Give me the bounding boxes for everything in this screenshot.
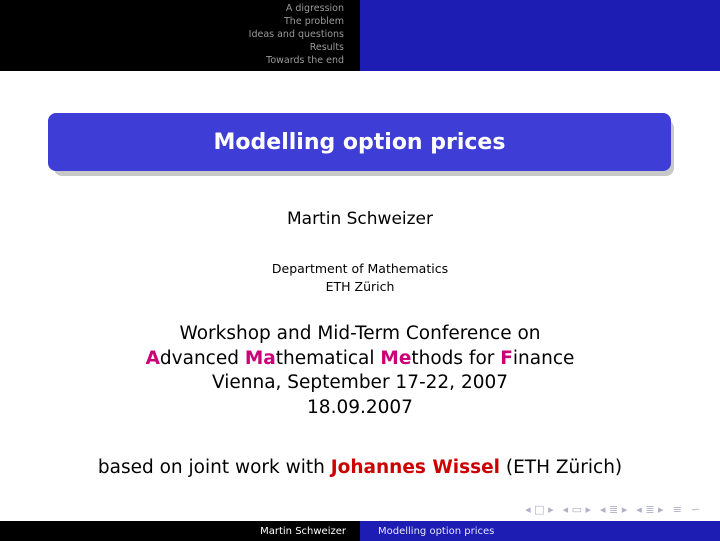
acronym-rest-ma: thematical — [275, 347, 381, 369]
slide-title: Modelling option prices — [213, 129, 506, 155]
joint-work-line — [0, 457, 720, 478]
header-left-panel — [0, 0, 360, 71]
header-right-panel — [360, 0, 720, 71]
acronym-rest-me: thods for — [411, 347, 501, 369]
acronym-rest-a: dvanced — [159, 347, 245, 369]
author-name: Martin Schweizer — [286, 209, 433, 229]
nav-prev-section-icon[interactable]: ◂ ≣ ▸ — [600, 503, 628, 516]
conference-info — [0, 322, 720, 420]
nav-item-ideas[interactable]: Ideas and questions — [248, 29, 344, 40]
acronym-letter-ma: Ma — [244, 347, 276, 369]
nav-item-digression[interactable]: A digression — [285, 3, 344, 14]
joint-work-prefix: based on joint work with — [97, 457, 331, 478]
nav-prev-frame-icon[interactable]: ◂ □ ▸ — [525, 503, 554, 516]
coauthor-name: Johannes Wissel — [330, 457, 500, 478]
beamer-navigation-symbols — [525, 503, 700, 516]
conference-line1: Workshop and Mid-Term Conference on — [179, 323, 541, 344]
nav-prev-subsection-icon[interactable]: ◂ ▭ ▸ — [562, 503, 592, 516]
acronym-letter-me: Me — [380, 347, 412, 369]
header-bar — [0, 0, 720, 71]
nav-prev-part-icon[interactable]: ◂ ≣ ▸ — [636, 503, 664, 516]
nav-search-icon[interactable]: ∽ — [690, 503, 700, 516]
conference-location-dates: Vienna, September 17-22, 2007 — [211, 372, 509, 393]
section-nav — [249, 2, 344, 67]
institution-department: Department of Mathematics — [271, 261, 449, 276]
footer-bar — [0, 521, 720, 541]
acronym-letter-a: A — [145, 347, 160, 369]
institution-university: ETH Zürich — [325, 279, 395, 294]
institution — [0, 260, 720, 296]
nav-item-problem[interactable]: The problem — [284, 16, 344, 27]
footer-title: Modelling option prices — [360, 521, 720, 541]
acronym-letter-f: F — [500, 347, 513, 369]
conference-date: 18.09.2007 — [307, 396, 413, 418]
footer-author: Martin Schweizer — [0, 521, 360, 541]
conference-name — [0, 347, 720, 372]
title-box — [48, 113, 671, 171]
nav-toc-icon[interactable]: ≡ — [672, 503, 682, 516]
nav-item-results[interactable]: Results — [309, 42, 344, 53]
nav-item-towards-end[interactable]: Towards the end — [266, 55, 344, 66]
acronym-rest-f: inance — [512, 347, 575, 369]
joint-work-suffix: (ETH Zürich) — [500, 457, 623, 478]
